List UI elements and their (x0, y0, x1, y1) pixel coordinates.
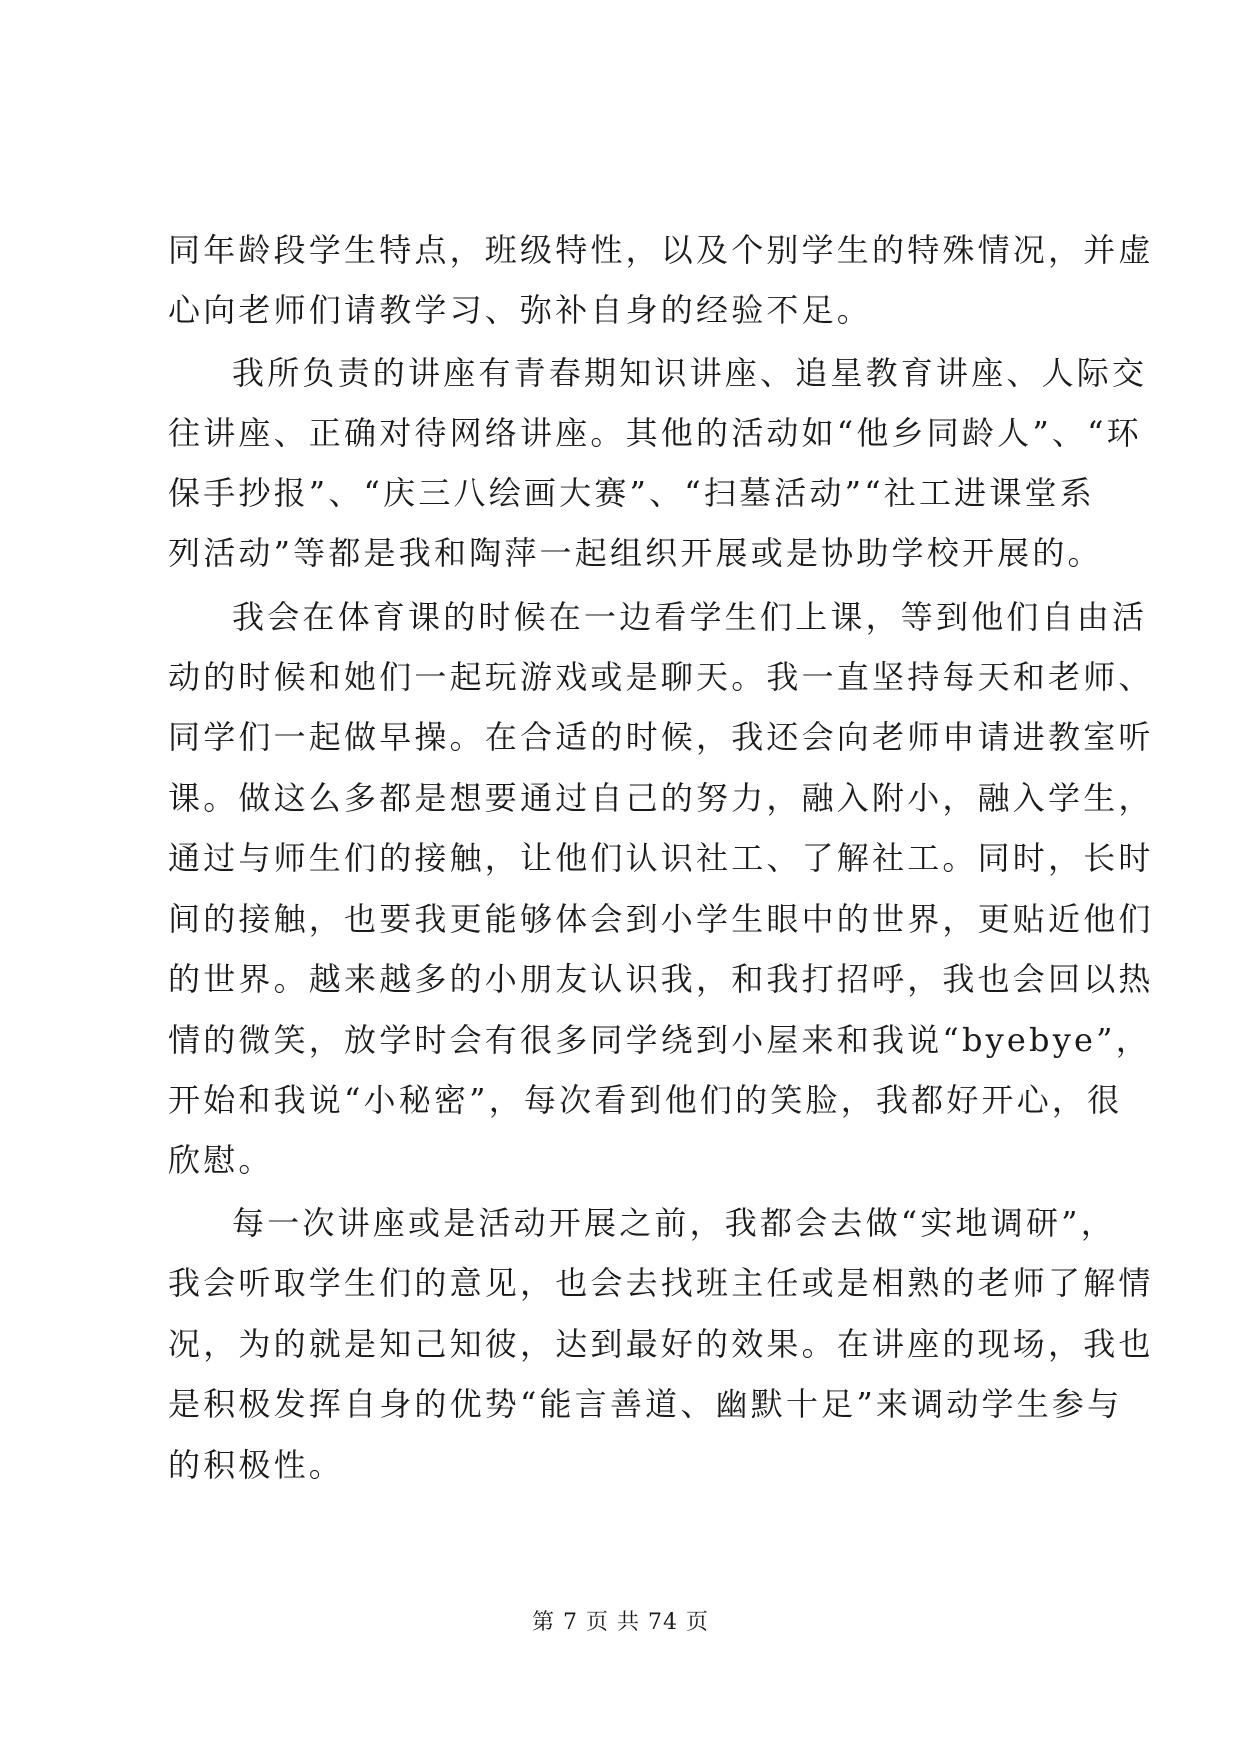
text-line: 我会听取学生们的意见，也会去找班主任或是相熟的老师了解情 (168, 1264, 1154, 1302)
text-line: 欣慰。 (168, 1141, 274, 1179)
text-line: 情的微笑，放学时会有很多同学绕到小屋来和我说“byebye”， (168, 1021, 1151, 1059)
text-line: 往讲座、正确对待网络讲座。其他的活动如“他乡同龄人”、“环 (168, 414, 1142, 452)
text-line: 开始和我说“小秘密”，每次看到他们的笑脸，我都好开心，很 (168, 1081, 1123, 1119)
paragraph-start-line: 每一次讲座或是活动开展之前，我都会去做“实地调研”， (232, 1204, 1116, 1242)
text-line: 同学们一起做早操。在合适的时候，我还会向老师申请进教室听 (168, 718, 1154, 756)
text-line: 的世界。越来越多的小朋友认识我，和我打招呼，我也会回以热 (168, 960, 1154, 998)
text-line: 心向老师们请教学习、弥补自身的经验不足。 (168, 291, 873, 329)
text-line: 的积极性。 (168, 1446, 345, 1484)
page-footer (0, 1608, 1241, 1638)
page-number-label: 第 7 页 共 74 页 (532, 1610, 709, 1635)
text-line: 间的接触，也要我更能够体会到小学生眼中的世界，更贴近他们 (168, 900, 1154, 938)
text-line: 课。做这么多都是想要通过自己的努力，融入附小，融入学生， (168, 779, 1154, 817)
text-line: 保手抄报”、“庆三八绘画大赛”、“扫墓活动”“社工进课堂系 (168, 474, 1095, 512)
paragraph-start-line: 我所负责的讲座有青春期知识讲座、追星教育讲座、人际交 (232, 354, 1148, 392)
text-line: 况，为的就是知己知彼，达到最好的效果。在讲座的现场，我也 (168, 1325, 1154, 1363)
text-line: 同年龄段学生特点，班级特性，以及个别学生的特殊情况，并虚 (168, 231, 1154, 269)
paragraph-start-line: 我会在体育课的时候在一边看学生们上课，等到他们自由活 (232, 598, 1148, 636)
text-line: 通过与师生们的接触，让他们认识社工、了解社工。同时，长时 (168, 839, 1154, 877)
text-line: 动的时候和她们一起玩游戏或是聊天。我一直坚持每天和老师、 (168, 658, 1154, 696)
text-line: 列活动”等都是我和陶萍一起组织开展或是协助学校开展的。 (168, 534, 1103, 572)
text-line: 是积极发挥自身的优势“能言善道、幽默十足”来调动学生参与 (168, 1385, 1123, 1423)
